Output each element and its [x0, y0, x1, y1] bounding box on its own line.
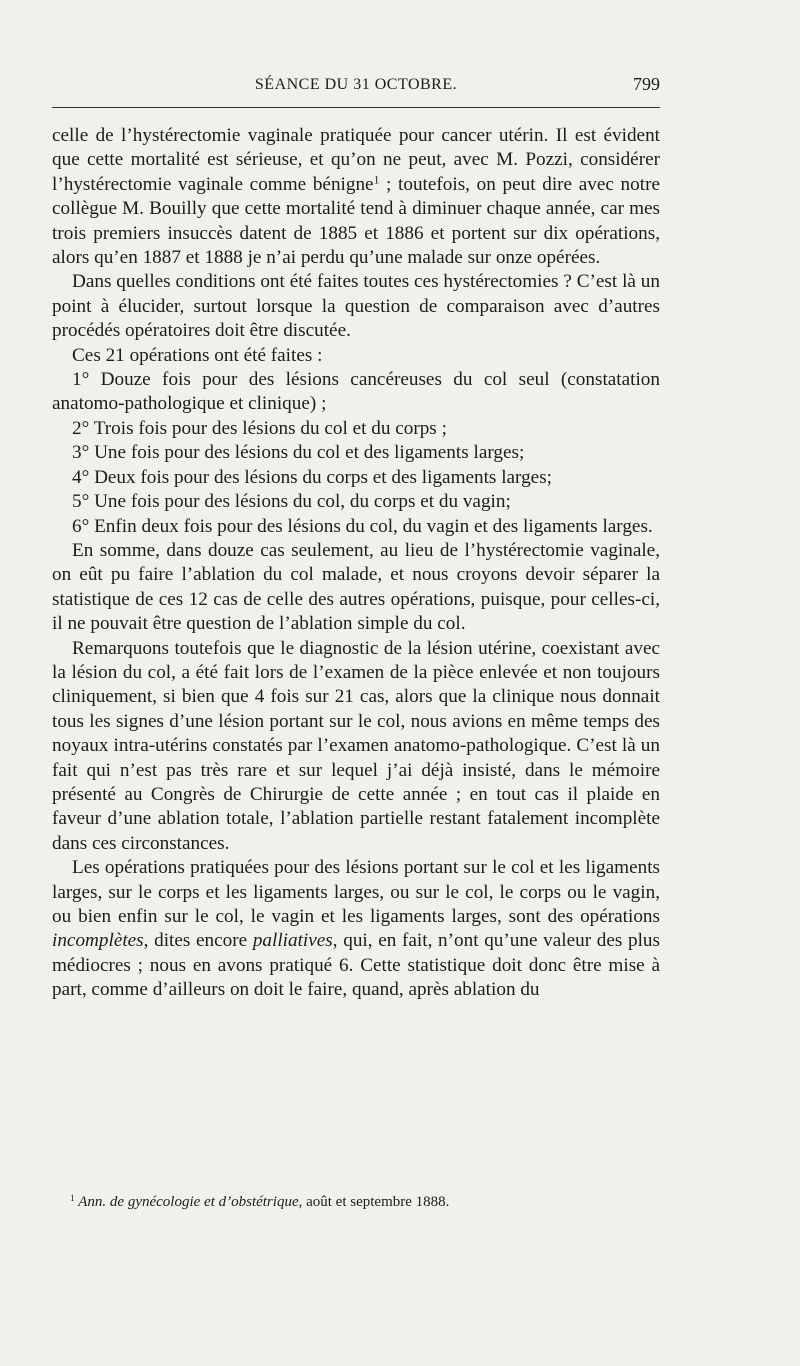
list-item-3: 3° Une fois pour des lésions du col et des ligaments larges;: [72, 442, 525, 464]
list-item-1: 1° Douze fois pour des lésions cancéreuses du col seul (constatation anatomo-pathologique et clinique) ;: [52, 369, 660, 415]
p6-text-a: Les opérations pratiquées pour des lésions portant sur le col et les ligaments larges, sur le corps et les ligaments larges, ou sur le col, le corps ou le vagin, ou bien enfin sur le col, le vagin et les ligaments larges, sont des opérations: [52, 857, 660, 927]
footnote-marker: 1: [70, 1193, 75, 1204]
paragraph-5: Remarquons toutefois que le diagnostic de la lésion utérine, coexistant avec la lésion du col, a été fait lors de l’examen de la pièce enlevée et non toujours cliniquement, si bien que 4 fois sur 21 cas, alors que la clinique nous donnait tous les signes d’une lésion portant sur le col, nous avions en même temps des noyaux intra-utérins constatés par l’examen anatomo-pathologique. C’est là un fait qui n’est pas très rare et sur lequel j’ai déjà insisté, dans le mémoire présenté au Congrès de Chirurgie de cette année ; en tout cas il plaide en faveur d’une ablation totale, l’ablation partielle restant fatalement incomplète dans ces circonstances.: [52, 637, 660, 854]
p1-text-b: ; toutefois, on peut dire avec notre collègue M. Bouilly que cette mortalité tend à diminuer chaque année, car mes trois premiers insuccès datent de 1885 et 1886 et portent sur dix opérations, alors qu’en 1887 et 1888 je n’ai perdu qu’une malade sur onze opérées.: [52, 173, 660, 269]
footnote-source: Ann. de gynécologie et d’obstétrique: [78, 1194, 299, 1210]
p6-emphasis-incompletes: incomplètes: [52, 930, 144, 952]
running-head: [52, 76, 660, 102]
header-rule: [52, 107, 660, 108]
footnote-rest: , août et septembre 1888.: [298, 1194, 450, 1210]
page-number: 799: [633, 74, 660, 94]
p1-text-a: celle de l’hystérectomie vaginale pratiquée pour cancer utérin. Il est évident que cette mortalité est sérieuse, et qu’on ne peut, avec M. Pozzi, considérer l’hystérectomie vaginale comme bénigne: [52, 125, 660, 195]
p6-text-b: , dites encore: [143, 930, 253, 952]
list-item-5: 5° Une fois pour des lésions du col, du corps et du vagin;: [72, 491, 511, 513]
footnote: [52, 1192, 660, 1212]
list-item-2: 2° Trois fois pour des lésions du col et du corps ;: [72, 417, 447, 439]
footnote-ref: 1: [373, 174, 380, 187]
body-text: [52, 124, 660, 1003]
list-item-4: 4° Deux fois pour des lésions du corps et des ligaments larges;: [72, 466, 552, 488]
p6-emphasis-palliatives: palliatives: [252, 930, 333, 952]
paragraph-6: [52, 856, 660, 1002]
paragraph-2: Dans quelles conditions ont été faites toutes ces hystérectomies ? C’est là un point à élucider, surtout lorsque la question de comparaison avec d’autres procédés opératoires doit être discutée.: [52, 271, 660, 342]
running-title: SÉANCE DU 31 OCTOBRE.: [254, 76, 458, 93]
paragraph-3: Ces 21 opérations ont été faites :: [72, 344, 323, 366]
paragraph-1: [52, 124, 660, 270]
list-item-6: 6° Enfin deux fois pour des lésions du col, du vagin et des ligaments larges.: [72, 515, 653, 537]
paragraph-4: En somme, dans douze cas seulement, au lieu de l’hystérectomie vaginale, on eût pu faire l’ablation du col malade, et nous croyons devoir séparer la statistique de ces 12 cas de celle des autres opérations, puisque, pour celles-ci, il ne pouvait être question de l’ablation simple du col.: [52, 539, 660, 635]
p6-text-c: , qui, en fait, n’ont qu’une valeur des plus médiocres ; nous en avons pratiqué 6. Cette statistique doit donc être mise à part, comme d’ailleurs on doit le faire, quand, après ablation du: [52, 930, 660, 1001]
